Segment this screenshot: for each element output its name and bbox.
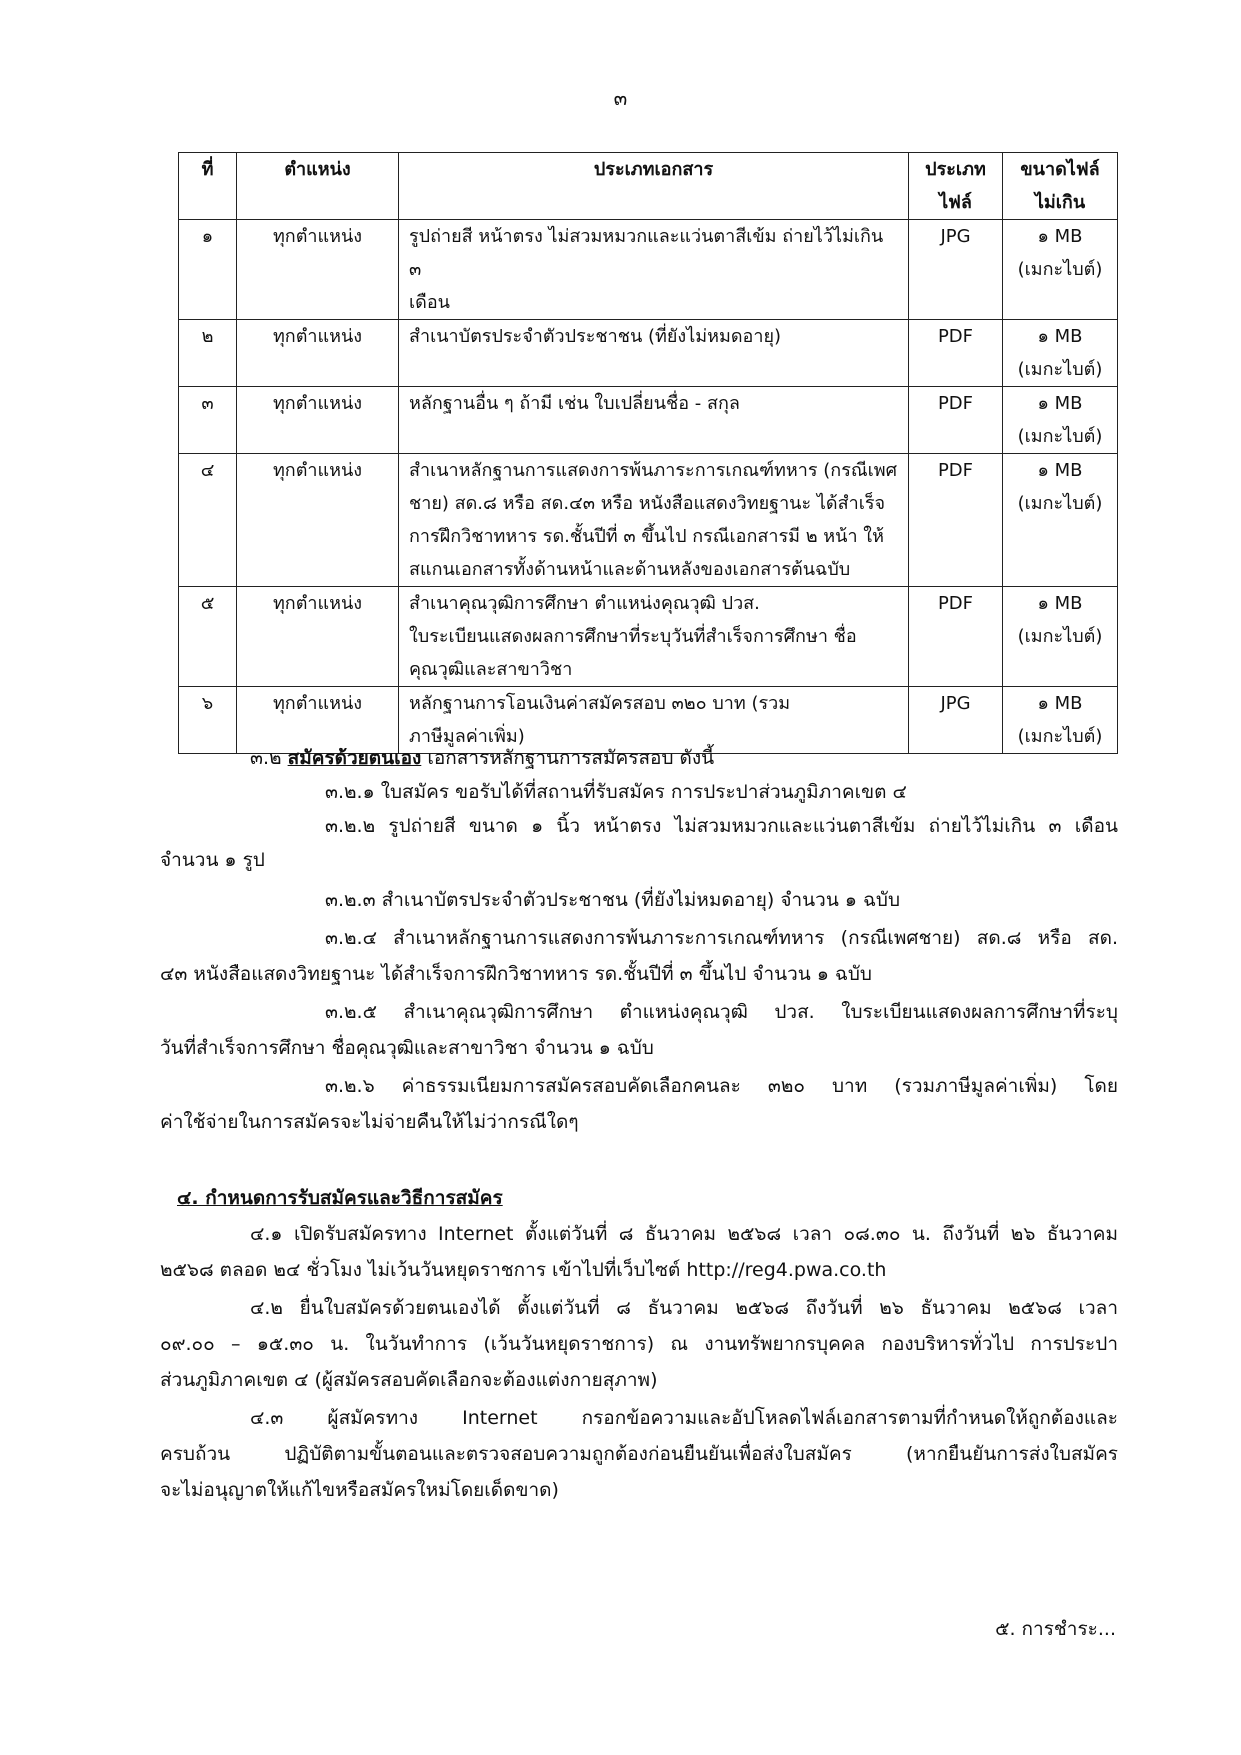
row-file-type: JPG	[909, 220, 1003, 320]
item-3-2-2-line1: ๓.๒.๒ รูปถ่ายสี ขนาด ๑ นิ้ว หน้าตรง ไม่สวมหมวกและแว่นตาสีเข้ม ถ่ายไว้ไม่เกิน ๓ เดือน	[325, 815, 1118, 837]
row-doc-line: หลักฐานอื่น ๆ ถ้ามี เช่น ใบเปลี่ยนชื่อ - สกุล	[409, 393, 740, 414]
header-max-size-line: ขนาดไฟล์	[1020, 159, 1100, 180]
row-doc-line: หลักฐานการโอนเงินค่าสมัครสอบ ๓๒๐ บาท (รวม	[409, 693, 791, 714]
row-no: ๒	[179, 320, 237, 387]
header-file-type-line: ประเภท	[925, 159, 986, 180]
section-4-3-line3: จะไม่อนุญาตให้แก้ไขหรือสมัครใหม่โดยเด็ดขาด)	[160, 1479, 559, 1501]
table-header-row	[179, 153, 1118, 220]
item-3-2-6-line1: ๓.๒.๖ ค่าธรรมเนียมการสมัครสอบคัดเลือกคนละ ๓๒๐ บาท (รวมภาษีมูลค่าเพิ่ม) โดย	[325, 1075, 1118, 1097]
row-file-type: PDF	[909, 587, 1003, 687]
section-4-title: ๔. กำหนดการรับสมัครและวิธีการสมัคร	[177, 1187, 503, 1209]
row-size	[1003, 220, 1118, 320]
row-doc-line: ภาษีมูลค่าเพิ่ม)	[409, 726, 525, 747]
row-size-line: (เมกะไบต์)	[1017, 359, 1103, 380]
row-no: ๕	[179, 587, 237, 687]
row-position: ทุกตำแหน่ง	[237, 587, 399, 687]
header-no: ที่	[179, 153, 237, 220]
row-doc-line: ชาย) สด.๘ หรือ สด.๔๓ หรือ หนังสือแสดงวิทยฐานะ ได้สำเร็จ	[409, 493, 886, 514]
item-3-2-4-line2: ๔๓ หนังสือแสดงวิทยฐานะ ได้สำเร็จการฝึกวิชาทหาร รด.ชั้นปีที่ ๓ ขึ้นไป จำนวน ๑ ฉบับ	[160, 963, 872, 985]
row-file-type: PDF	[909, 387, 1003, 454]
section-4-1-line1: ๔.๑ เปิดรับสมัครทาง Internet ตั้งแต่วันที่ ๘ ธันวาคม ๒๕๖๘ เวลา ๐๘.๓๐ น. ถึงวันที่ ๒๖ ธันวาคม	[250, 1223, 1118, 1245]
row-file-type: JPG	[909, 687, 1003, 754]
section-3-2-heading	[250, 742, 714, 775]
section-4-3-line1: ๔.๓ ผู้สมัครทาง Internet กรอกข้อความและอัปโหลดไฟล์เอกสารตามที่กำหนดให้ถูกต้องและ	[250, 1407, 1118, 1429]
row-size	[1003, 320, 1118, 387]
row-doc-line: รูปถ่ายสี หน้าตรง ไม่สวมหมวกและแว่นตาสีเข้ม ถ่ายไว้ไม่เกิน ๓	[409, 226, 884, 280]
header-position: ตำแหน่ง	[237, 153, 399, 220]
row-file-type: PDF	[909, 454, 1003, 587]
row-size	[1003, 587, 1118, 687]
row-size-line: ๑ MB	[1037, 226, 1083, 247]
section-3-2-rest: เอกสารหลักฐานการสมัครสอบ ดังนี้	[427, 747, 715, 769]
row-doc-line: สำเนาหลักฐานการแสดงการพ้นภาระการเกณฑ์ทหาร (กรณีเพศ	[409, 460, 898, 481]
row-size-line: (เมกะไบต์)	[1017, 726, 1103, 747]
item-3-2-3: ๓.๒.๓ สำเนาบัตรประจำตัวประชาชน (ที่ยังไม่หมดอายุ) จำนวน ๑ ฉบับ	[325, 889, 901, 911]
row-size-line: ๑ MB	[1037, 393, 1083, 414]
row-doc-line: สแกนเอกสารทั้งด้านหน้าและด้านหลังของเอกสารต้นฉบับ	[409, 559, 851, 580]
row-size-line: ๑ MB	[1037, 693, 1083, 714]
header-max-size-line: ไม่เกิน	[1034, 192, 1086, 213]
row-doc-line: การฝึกวิชาทหาร รด.ชั้นปีที่ ๓ ขึ้นไป กรณีเอกสารมี ๒ หน้า ให้	[409, 526, 884, 547]
next-page-continuation: ๕. การชำระ...	[995, 1618, 1116, 1640]
row-size	[1003, 687, 1118, 754]
row-position: ทุกตำแหน่ง	[237, 454, 399, 587]
section-3-2-prefix: ๓.๒	[250, 747, 282, 769]
row-doc-line: สำเนาบัตรประจำตัวประชาชน (ที่ยังไม่หมดอายุ)	[409, 326, 782, 347]
row-size-line: ๑ MB	[1037, 593, 1083, 614]
row-doc	[399, 587, 909, 687]
header-doc-type: ประเภทเอกสาร	[399, 153, 909, 220]
item-3-2-2-line2: จำนวน ๑ รูป	[160, 849, 265, 871]
row-doc-line: เดือน	[409, 292, 450, 313]
row-doc-line: คุณวุฒิและสาขาวิชา	[409, 659, 573, 680]
row-position: ทุกตำแหน่ง	[237, 320, 399, 387]
row-file-type: PDF	[909, 320, 1003, 387]
section-4-2-line2: ๐๙.๐๐ – ๑๕.๓๐ น. ในวันทำการ (เว้นวันหยุดราชการ) ณ งานทรัพยากรบุคคล กองบริหารทั่วไป การประปา	[160, 1333, 1118, 1355]
item-3-2-5-line2: วันที่สำเร็จการศึกษา ชื่อคุณวุฒิและสาขาวิชา จำนวน ๑ ฉบับ	[160, 1037, 654, 1059]
section-4-2-line3: ส่วนภูมิภาคเขต ๔ (ผู้สมัครสอบคัดเลือกจะต้องแต่งกายสุภาพ)	[160, 1369, 658, 1391]
row-doc	[399, 220, 909, 320]
table-row	[179, 387, 1118, 454]
row-doc-line: สำเนาคุณวุฒิการศึกษา ตำแหน่งคุณวุฒิ ปวส.	[409, 593, 760, 614]
row-doc-line: ใบระเบียนแสดงผลการศึกษาที่ระบุวันที่สำเร็จการศึกษา ชื่อ	[409, 626, 857, 647]
table-row	[179, 454, 1118, 587]
item-3-2-5-line1: ๓.๒.๕ สำเนาคุณวุฒิการศึกษา ตำแหน่งคุณวุฒิ ปวส. ใบระเบียนแสดงผลการศึกษาที่ระบุ	[325, 1001, 1118, 1023]
row-size-line: ๑ MB	[1037, 460, 1083, 481]
row-position: ทุกตำแหน่ง	[237, 220, 399, 320]
header-file-type	[909, 153, 1003, 220]
row-doc	[399, 387, 909, 454]
table-row	[179, 587, 1118, 687]
table-row	[179, 220, 1118, 320]
header-file-type-line: ไฟล์	[939, 192, 972, 213]
item-3-2-6-line2: ค่าใช้จ่ายในการสมัครจะไม่จ่ายคืนให้ไม่ว่ากรณีใดๆ	[160, 1111, 579, 1133]
row-size-line: (เมกะไบต์)	[1017, 259, 1103, 280]
row-size	[1003, 387, 1118, 454]
page-number: ๓	[613, 86, 628, 110]
row-size-line: (เมกะไบต์)	[1017, 426, 1103, 447]
section-4-3-line2: ครบถ้วน ปฏิบัติตามขั้นตอนและตรวจสอบความถูกต้องก่อนยืนยันเพื่อส่งใบสมัคร (หากยืนยันการส่งใบสมัคร	[160, 1443, 1118, 1465]
row-size-line: ๑ MB	[1037, 326, 1083, 347]
row-no: ๖	[179, 687, 237, 754]
row-no: ๑	[179, 220, 237, 320]
section-4-1-line2: ๒๕๖๘ ตลอด ๒๔ ชั่วโมง ไม่เว้นวันหยุดราชการ เข้าไปที่เว็บไซต์ http://reg4.pwa.co.th	[160, 1259, 887, 1281]
row-no: ๔	[179, 454, 237, 587]
row-no: ๓	[179, 387, 237, 454]
table-row	[179, 320, 1118, 387]
row-doc	[399, 454, 909, 587]
row-position: ทุกตำแหน่ง	[237, 387, 399, 454]
item-3-2-4-line1: ๓.๒.๔ สำเนาหลักฐานการแสดงการพ้นภาระการเกณฑ์ทหาร (กรณีเพศชาย) สด.๘ หรือ สด.	[325, 927, 1118, 949]
row-size-line: (เมกะไบต์)	[1017, 626, 1103, 647]
section-3-2-title: สมัครด้วยตนเอง	[287, 747, 422, 769]
row-size	[1003, 454, 1118, 587]
row-doc	[399, 320, 909, 387]
row-position: ทุกตำแหน่ง	[237, 687, 399, 754]
row-size-line: (เมกะไบต์)	[1017, 493, 1103, 514]
documents-table	[178, 152, 1118, 754]
section-4-2-line1: ๔.๒ ยื่นใบสมัครด้วยตนเองได้ ตั้งแต่วันที่ ๘ ธันวาคม ๒๕๖๘ ถึงวันที่ ๒๖ ธันวาคม ๒๕๖๘ เวลา	[250, 1297, 1118, 1319]
header-max-size	[1003, 153, 1118, 220]
item-3-2-1: ๓.๒.๑ ใบสมัคร ขอรับได้ที่สถานที่รับสมัคร การประปาส่วนภูมิภาคเขต ๔	[325, 781, 907, 803]
